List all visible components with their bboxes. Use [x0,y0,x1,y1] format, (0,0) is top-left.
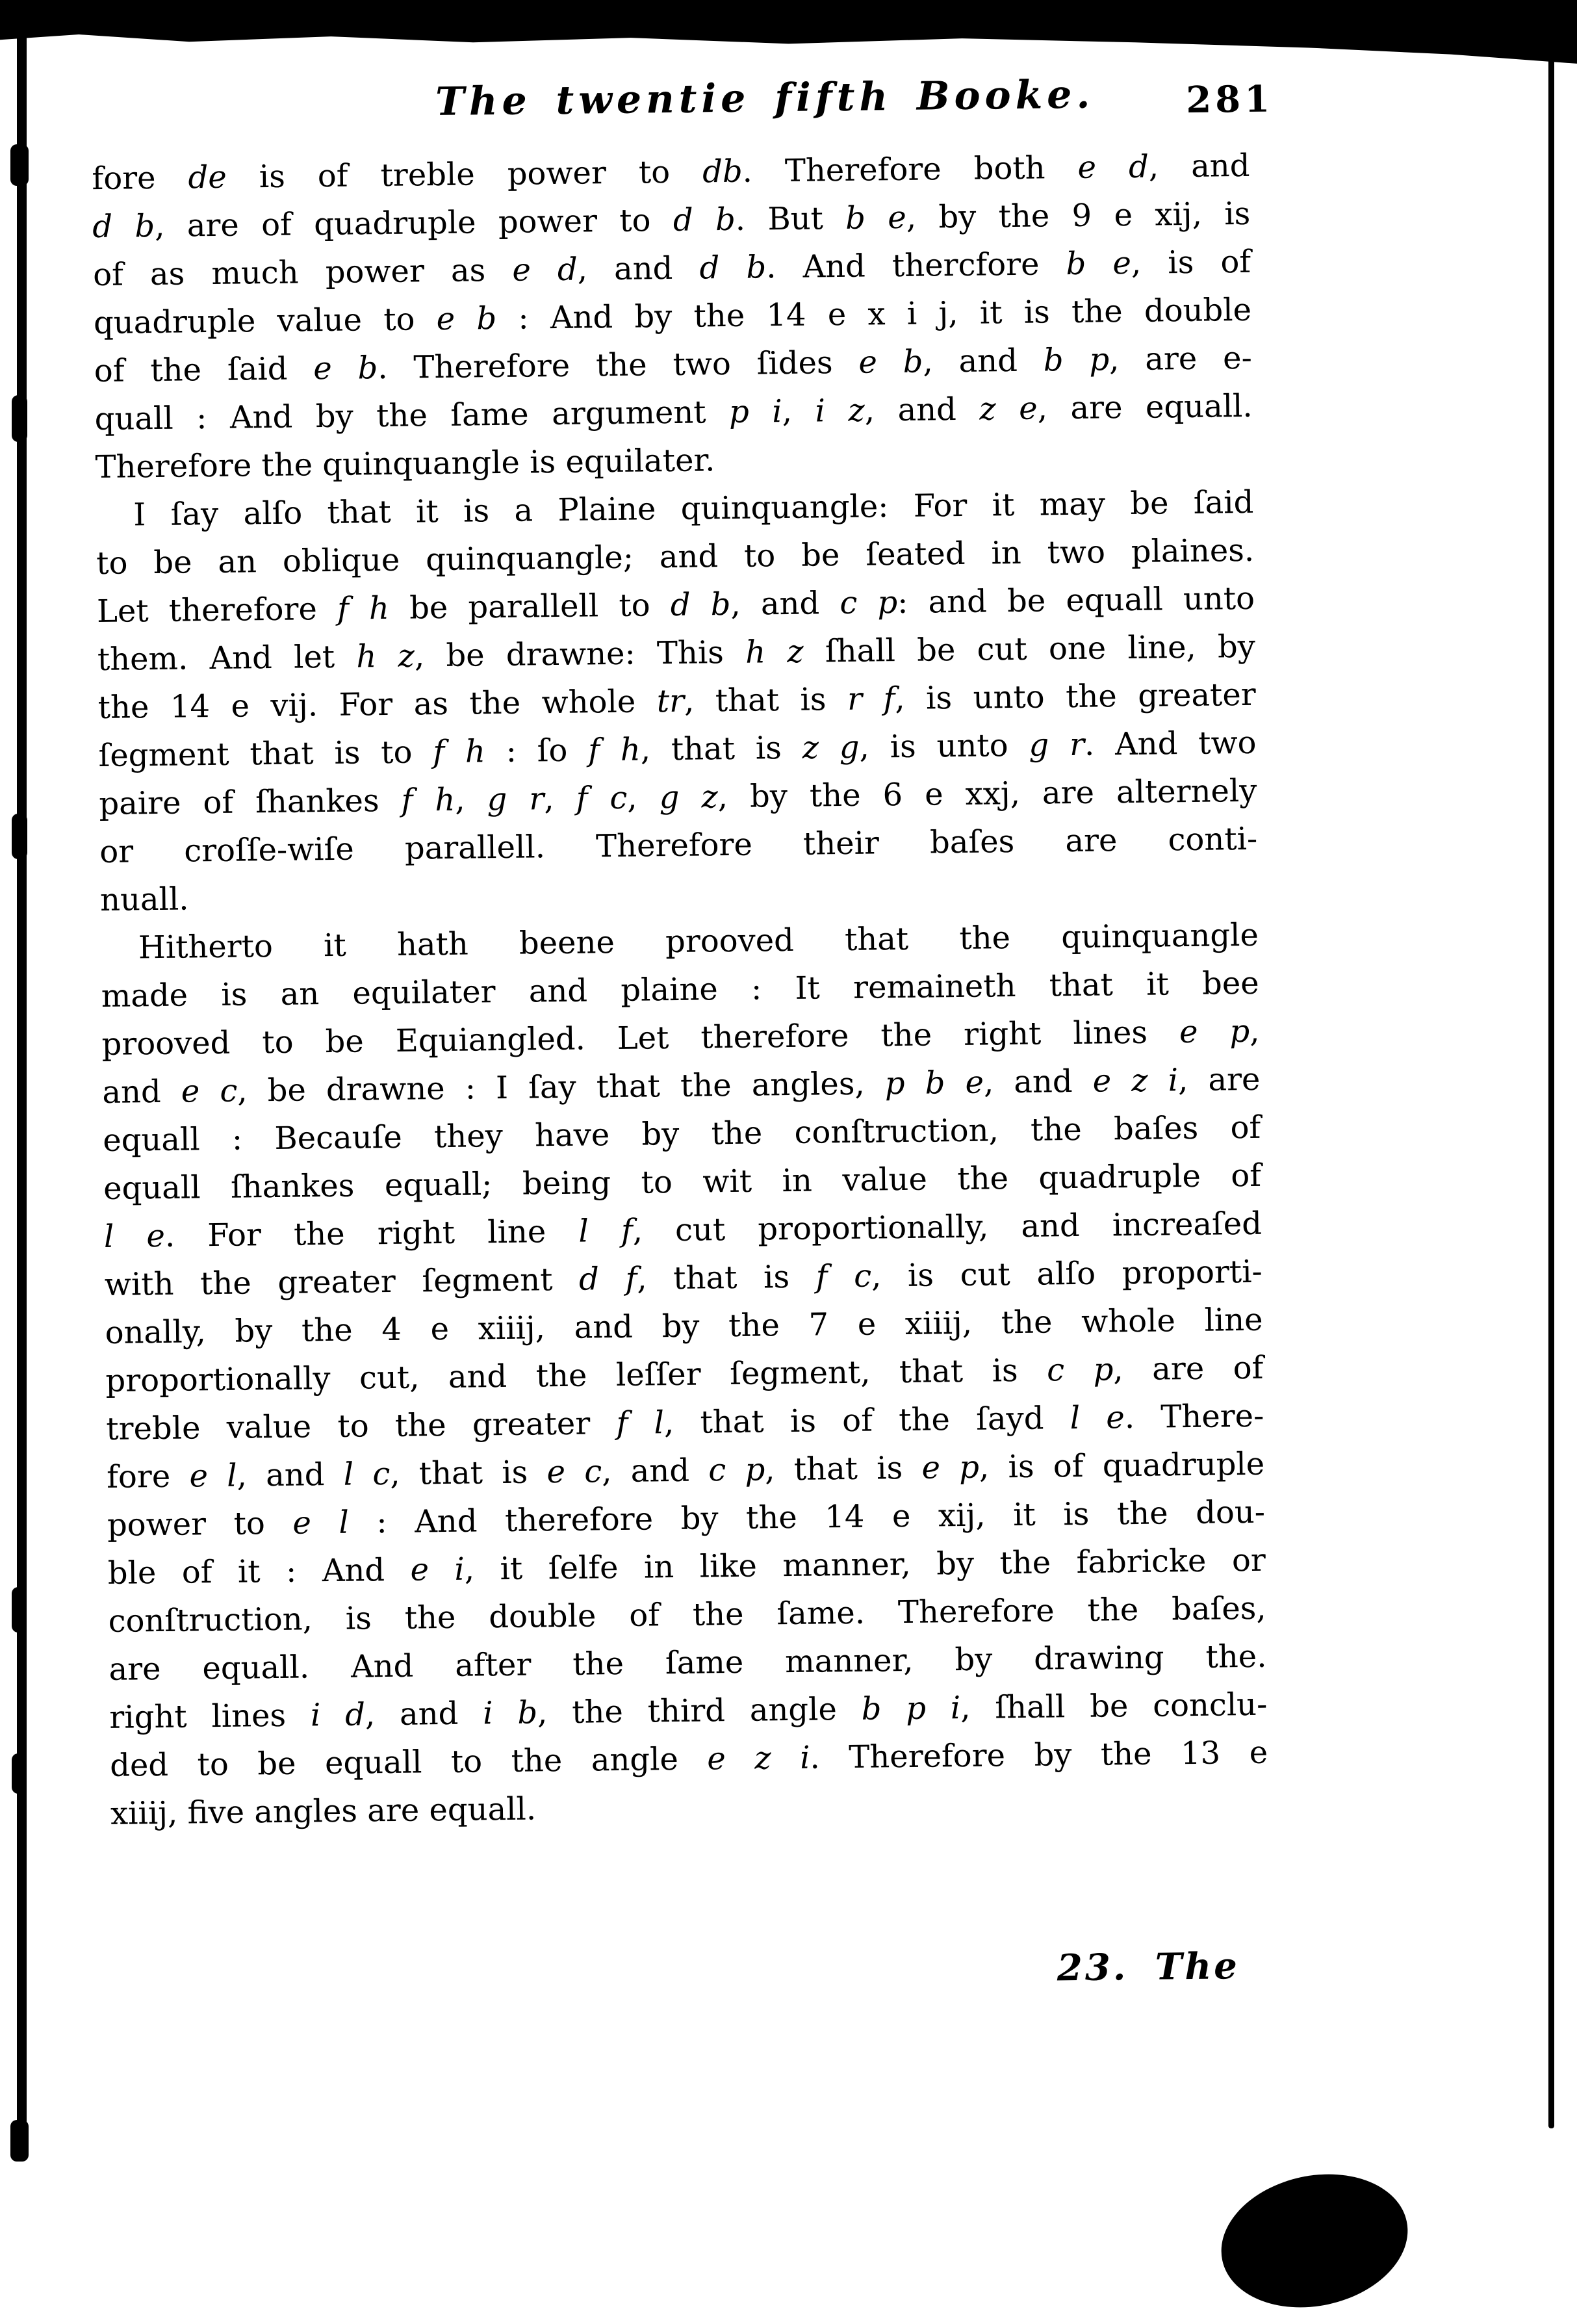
point-label: tr [656,682,685,720]
point-label: l f [578,1212,634,1250]
point-label: e z i [707,1739,810,1777]
point-label: d f [578,1260,637,1298]
text-run: equall ſhankes equall; being to wit in value the quadruple of [103,1157,1262,1207]
text-run: . For the right line [164,1213,579,1254]
text-run: : And by the 14 e x i j, it is the double [496,291,1252,337]
text-run: , that is [389,1454,547,1492]
point-label: i d [310,1696,366,1734]
text-run: : And therefore by the 14 e xij, it is the dou- [348,1493,1266,1541]
point-label: i b [482,1694,538,1732]
point-label: e z i [1092,1062,1179,1100]
text-run: . And two [1084,724,1257,763]
text-run: , that is [764,1449,922,1488]
point-label: p b e [884,1064,984,1102]
text-run: onally, by the 4 e xiiij, and by the 7 e xiiij, the whole line [105,1301,1263,1351]
text-run: , be drawne : I ſay that the angles, [237,1065,886,1109]
text-run: . Therefore the two ſides [377,344,859,387]
point-label: b p [1043,341,1110,379]
text-run: , [627,779,660,816]
text-run: , is unto the greater [894,676,1256,717]
text-run: : ſo [485,732,589,770]
point-label: g z [659,779,719,816]
running-header-title: The twentie fifth Booke. [435,71,1095,125]
text-run: . There- [1124,1397,1264,1436]
text-run: with the greater ſegment [104,1261,580,1303]
text-run: , and [923,342,1044,380]
point-label: b e [1066,244,1132,283]
text-run: them. And let [97,638,357,678]
point-label: e p [1179,1013,1250,1051]
point-label: p i [728,393,783,430]
text-run: equall : Becauſe they have by the conſtruction, the baſes of [102,1109,1261,1159]
text-run: , and [864,391,980,429]
text-run: ded to be equall to the angle [109,1740,708,1784]
text-run: , and [601,1452,709,1490]
text-run: is of treble power to [226,153,703,196]
text-run: I ſay alſo that it is a Plaine quinquangle: For it may be ſaid [133,484,1254,534]
text-run: , that is of the ſayd [663,1400,1071,1441]
text-run: fore [106,1458,190,1495]
point-label: l c [343,1455,391,1493]
text-run: treble value to the greater [106,1405,617,1447]
point-label: d b [673,201,736,239]
text-run: right lines [109,1697,311,1736]
catchword: 23. The [1057,1944,1240,1990]
text-run: , that is [636,1258,817,1297]
text-run: , and [1148,147,1250,185]
text-run: , that is [640,729,803,768]
text-run: , the third angle [537,1690,862,1731]
point-label: e i [410,1551,465,1588]
point-label: e d [512,251,578,289]
text-run: ſegment that is to [98,734,433,775]
text-run: prooved to be Equiangled. Let therefore the right lines [101,1014,1180,1063]
text-run: conſtruction, is the double of the ſame. Therefore the baſes, [108,1590,1266,1640]
text-run: and [102,1073,182,1111]
text-run: , [544,780,576,818]
point-label: z e [979,390,1038,428]
point-label: h z [745,633,804,671]
text-run: . But [735,200,846,238]
point-label: g r [487,781,545,818]
text-run: , ſhall be conclu- [960,1686,1268,1727]
point-label: c p [840,584,898,622]
point-label: e l [189,1457,237,1495]
point-label: e c [181,1072,238,1110]
text-run: , that is [684,680,848,719]
text-run: , and [983,1063,1094,1101]
point-label: b p i [861,1690,961,1727]
text-run: the 14 e vij. For as the whole [97,683,658,727]
text-run: , [1249,1013,1260,1050]
text-run: . Therefore both [742,149,1078,190]
point-label: d b [670,586,731,624]
text-run: proportionally cut, and the leſſer ſegment, that is [105,1352,1047,1399]
text-run: , [455,781,487,818]
point-label: h z [356,638,415,675]
point-label: g r [1029,726,1085,764]
text-run: quall : And by the ſame argument [94,393,730,438]
point-label: e d [1077,148,1149,186]
point-label: e l [292,1504,350,1542]
text-run: , are e- [1109,339,1253,378]
point-label: f h [587,731,641,769]
point-label: d b [699,249,767,287]
text-run: quadruple value to [93,301,437,342]
body-text-block [92,142,1268,1838]
point-label: f h [401,781,455,819]
text-run: Let therefore [96,590,338,630]
text-run: Therefore the quinquangle is equilater. [95,442,715,486]
text-run: xiiij, five angles are equall. [110,1790,537,1832]
point-label: e c [546,1453,602,1491]
text-run: , is unto [859,727,1029,766]
text-run: , are equall. [1037,387,1253,427]
text-run: , is of quadruple [979,1445,1265,1486]
text-run: , and [577,250,700,288]
point-label: c p [1046,1351,1114,1389]
text-run: , are [1177,1061,1261,1099]
text-run: , by the 9 e xij, is [906,195,1251,236]
text-run: made is an equilater and plaine : It remaineth that it bee [101,964,1259,1014]
text-run: , is cut alſo proporti- [871,1253,1263,1295]
text-run: of as much power as [92,252,513,294]
point-label: f c [815,1258,872,1295]
point-label: c p [708,1451,765,1489]
point-label: l e [1070,1399,1125,1437]
text-run: , it ſelfe in like manner, by the fabricke or [464,1542,1266,1588]
point-label: e b [858,343,923,381]
text-run: or croſſe-wiſe parallell. Therefore their baſes are conti- [99,820,1258,870]
point-label: z g [802,729,860,766]
point-label: e p [921,1449,980,1486]
text-run: are equall. And after the ſame manner, by drawing the. [109,1638,1267,1688]
text-run: . And thercfore [765,246,1066,286]
text-run: , and [365,1695,483,1733]
text-run: , cut proportionally, and increaſed [632,1205,1263,1249]
point-label: de [188,159,227,196]
text-run: power to [107,1504,293,1543]
point-label: r f [847,680,895,717]
text-run: be parallell to [389,587,671,626]
text-run: paire of ſhankes [99,782,402,823]
point-label: db [702,153,743,190]
point-label: f h [337,589,390,627]
text-run: ble of it : And [107,1551,411,1592]
text-run: Hitherto it hath beene prooved that the quinquangle [138,916,1259,966]
text-run: , and [237,1456,344,1494]
point-label: b e [845,199,907,237]
point-label: d b [92,207,155,246]
text-run: , [782,393,815,430]
point-label: i z [815,392,865,430]
text-run: fore [92,159,188,198]
text-run: to be an oblique quinquangle; and to be ſeated in two plaines. [96,532,1255,582]
text-run: , are of quadruple power to [154,201,674,244]
text-run: , are of [1113,1349,1264,1388]
text-run: , and [730,585,840,623]
point-label: e b [436,300,497,338]
point-label: l e [103,1217,166,1255]
point-label: f c [576,779,628,817]
text-run: : and be equall unto [897,580,1255,621]
text-run: , is of [1131,243,1251,281]
text-run: ſhall be cut one line, by [803,628,1256,670]
point-label: e b [313,350,378,387]
point-label: f l [616,1404,665,1442]
text-run: of the ſaid [94,350,314,390]
text-run: nuall. [99,881,189,918]
text-run: , by the 6 e xxj, are alternely [717,772,1257,816]
text-run: . Therefore by the 13 e [810,1734,1268,1776]
page-number: 281 [1185,77,1274,122]
point-label: f h [432,733,486,771]
text-run: , be drawne: This [414,634,746,675]
